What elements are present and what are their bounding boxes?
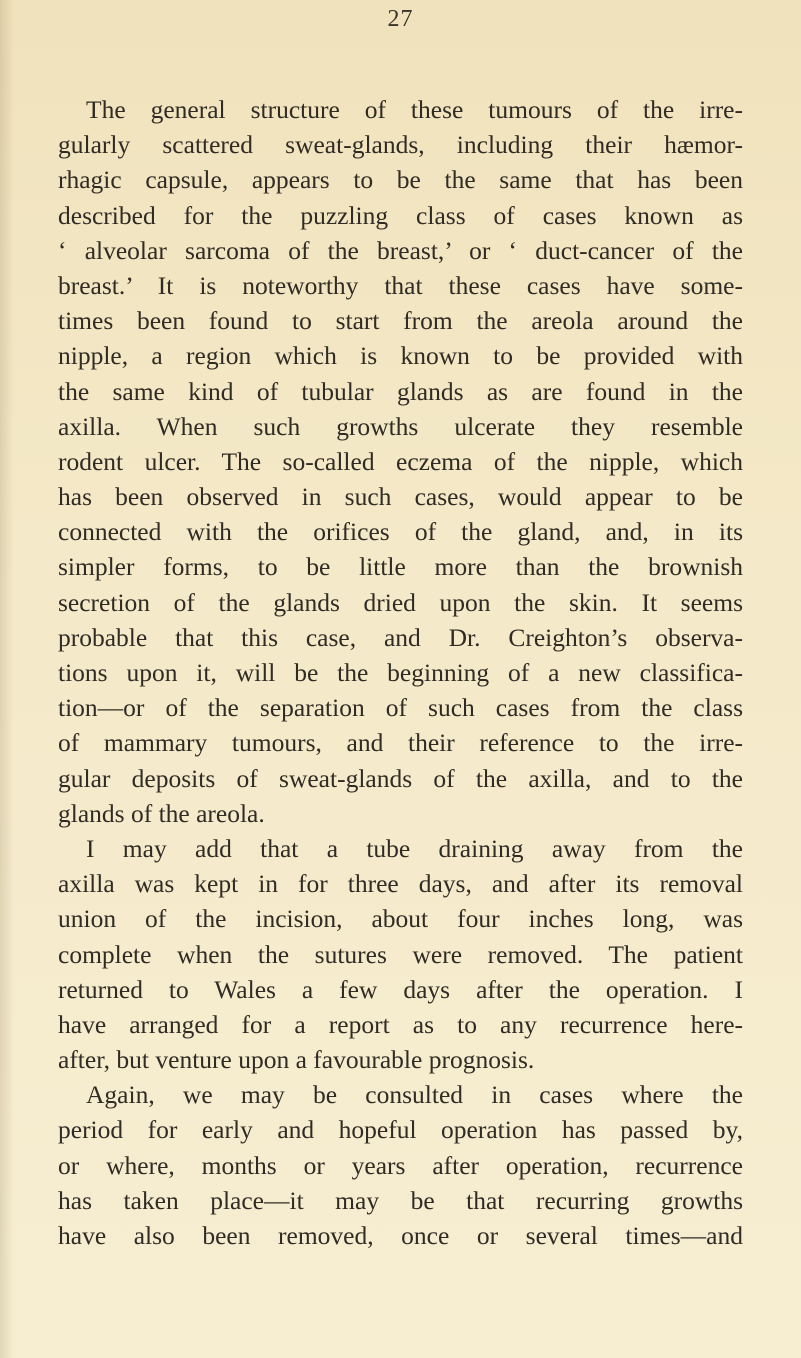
text-line: complete when the sutures were removed. The patient [58,939,743,969]
text-line: described for the puzzling class of cases known as [58,200,743,230]
text-line: tion—or of the separation of such cases from the class [58,693,743,723]
page-edge-shadow [0,0,14,1358]
text-line: probable that this case, and Dr. Creighton’s observa- [58,622,743,652]
text-line: have arranged for a report as to any recurrence here- [58,1009,743,1039]
body-text [58,92,743,1253]
text-line: gular deposits of sweat-glands of the axilla, and to the [58,763,743,793]
text-line: tions upon it, will be the beginning of a new classifica- [58,658,743,687]
text-line: gularly scattered sweat-glands, including their hæmor- [58,130,743,160]
text-line: rodent ulcer. The so-called eczema of the nipple, which [58,446,743,476]
text-line: has been observed in such cases, would appear to be [58,482,743,512]
text-line: the same kind of tubular glands as are found in the [58,376,743,406]
text-line: I may add that a tube draining away from the [86,833,743,863]
text-line: breast.’ It is noteworthy that these cases have some- [58,270,743,300]
text-line: has taken place—it may be that recurring growths [58,1185,743,1215]
text-line: times been found to start from the areola around the [58,306,743,336]
text-line: The general structure of these tumours of the irre- [86,95,743,124]
text-line: ‘ alveolar sarcoma of the breast,’ or ‘ duct-cancer of the [58,235,743,265]
text-line: returned to Wales a few days after the operation. I [58,974,743,1004]
text-line: axilla was kept in for three days, and after its removal [58,869,743,899]
text-line: axilla. When such growths ulcerate they resemble [58,411,743,441]
text-line: union of the incision, about four inches long, was [58,904,743,934]
text-line: of mammary tumours, and their reference to the irre- [58,728,743,758]
text-line: Again, we may be consulted in cases where the [86,1080,743,1110]
text-line: connected with the orifices of the gland, and, in its [58,517,743,547]
text-line: simpler forms, to be little more than the brownish [58,552,743,582]
text-line: glands of the areola. [58,798,265,828]
text-line: secretion of the glands dried upon the skin. It seems [58,587,743,617]
text-line: after, but venture upon a favourable prognosis. [58,1045,535,1075]
text-line: nipple, a region which is known to be provided with [58,341,743,371]
text-line: have also been removed, once or several times—and [58,1221,743,1250]
text-line: period for early and hopeful operation has passed by, [58,1115,743,1145]
text-line: or where, months or years after operation, recurrence [58,1150,743,1180]
text-line: rhagic capsule, appears to be the same that has been [58,165,743,195]
page-number: 27 [387,6,414,32]
